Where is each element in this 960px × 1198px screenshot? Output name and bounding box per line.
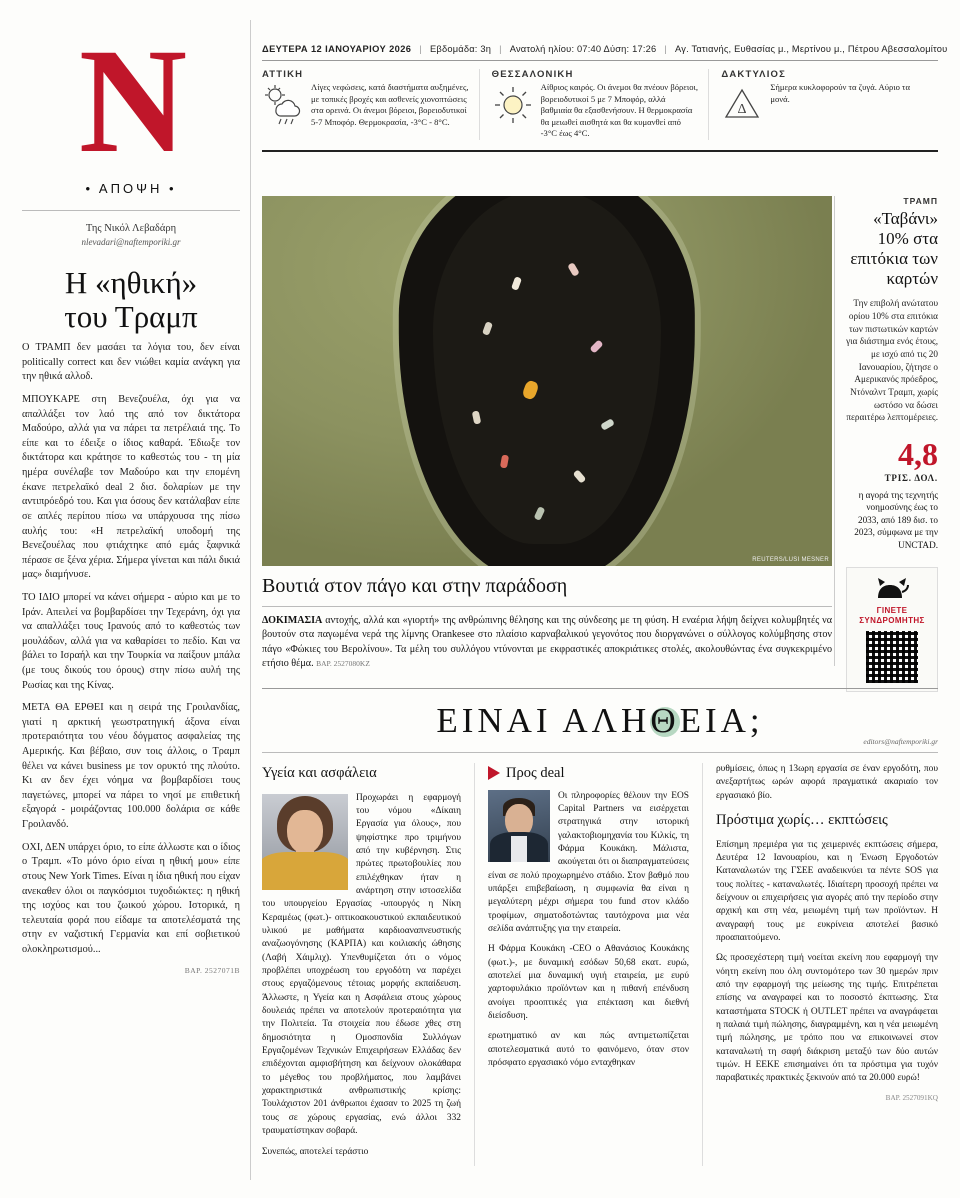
- opinion-paragraph: ΟΧΙ, ΔΕΝ υπάρχει όριο, το είπε άλλωστε και ο ίδιος ο Τραμπ. «Το μόνο όριο είναι η ηθική μου» είπε στους New York Times. Είναι η ίδια ηθική που είχαν ανεκαθεν όλοι οι παγκόσμιοι τυχοδιώκτες: η ηθική της ισχύος και του ζωικού χώρου. Ιστορικά, η τελευταία φορά που είδαμε τα αποτελέσματά της στην εν ναζιστική Γερμανία και επί σοβιετικού ολοκληρωτισμού...: [22, 841, 240, 955]
- sun-cloud-rain-icon: [262, 82, 304, 131]
- truth-col3-paragraph: Ως προσεχέστερη τιμή νοείται εκείνη που εφαρμογή την νόητη εκείνη που όλη συντομότερο των 30 ημερών πριν από την εφαρμογή της μείωσης της τιμής. Επιτρέπεται επίσης να αναγραφεί και το ποσοστό έκπτωσης. Στα καταστήματα STOCK ή OUTLET πρέπει να αναγράφεται η παλαιά τιμή πώλησης, διαγραμμένη, και η νέα μειωμένη τιμή πώλησης, με τρόπο που να επικοινωνεί στον καταναλωτή τη σαφή διάκριση μεταξύ των δύο αυτών τιμών. Η ΕΕΚΕ επισημαίνει ότι τα πρόστιμα για τυχόν παραβατικές πρακτικές ξεκινούν από τα 20.000 ευρώ!: [716, 953, 938, 1084]
- weather-row: [262, 69, 938, 140]
- right-rail: [846, 196, 938, 692]
- author-byline: [22, 221, 240, 250]
- weather-description: Λίγες νεφώσεις, κατά διαστήματα αυξημένες, με τοπικές βροχές και ασθενείς χιονοπτώσεις στα ορεινά. Οι άνεμοι βόρειοι, βορειοδυτικοί 5-7 Μποφόρ. Θερμοκρασία, -3°C - 8°C.: [311, 82, 469, 127]
- weather-description: Αίθριος καιρός. Οι άνεμοι θα πνέουν βόρειοι, βορειοδυτικοί 5 με 7 Μποφόρ, αλλά βαθμιαία θα εξασθενήσουν. Η θερμοκρασία θα μειωθεί αισθητά και θα κυμανθεί από -3°C έως 4°C.: [540, 82, 698, 139]
- rail-number-unit: ΤΡΙΣ. ΔΟΛ.: [884, 473, 938, 484]
- opinion-paragraph: Ο ΤΡΑΜΠ δεν μασάει τα λόγια του, δεν είναι politically correct και δεν νιώθει καμία ανάγκη για την ηθικά αλλοδ.: [22, 342, 240, 383]
- truth-col1-paragraph: Προχωράει η εφαρμογή του νόμου «Δίκαιη Εργασία για όλους», που ψηφίστηκε προ τριμήνου από την κυβέρνηση. Στις πρώτες πρωτοβουλίες που επιλέχθηκαν ήταν η ανάρτηση στην ιστοσελίδα του υπουργείου Εργασίας -υπουργός η Νίκη Κεραμέως (φωτ.)- οπτικοακουστικού εκπαιδευτικού υλικού με μαθήματα καρδιοαναπνευστικής αναζωογόνησης (ΚΑΡΠΑ) και κοιλιακής ώθησης (Λαβή Χάιμλιχ). Υπενθυμίζεται ότι ο νόμος προβλέπει υποχρέωση του εργοδότη να παρέχει στους εργαζόμενους τέτοιας μορφής εκπαίδευση. Άλλωστε, η Υγεία και η Ασφάλεια στους χώρους δουλειάς πρέπει να αποτελούν προτεραιότητα για την Πολιτεία. Τα στοιχεία που έδωσε χθες στη δημοσιότητα η Ομοσπονδία Συλλόγων Εργαζομένων Τεχνικών Επιχειρήσεων Ελλάδας δεν επιδέχονται αμφισβήτηση και δείχνουν ολοκάθαρα το μέγεθος του προβλήματος, που λαμβάνει χαρακτηριστικά ανθρωπιστικής κρίσης: Τουλάχιστον 201 άνθρωποι έχασαν το 2025 τη ζωή τους σε χώρους εργασίας, ενώ άλλοι 332 τραυματίστηκαν σοβαρά.: [262, 792, 461, 1137]
- truth-section: [262, 688, 938, 1166]
- weather-region-label: ΔΑΚΤΥΛΙΟΣ: [721, 69, 787, 80]
- column-divider: [834, 196, 835, 666]
- truth-col2-paragraph: Η Φάρμα Κουκάκη -CEO ο Αθανάσιος Κουκάκης (φωτ.)-, με δυναμική εσόδων 50,68 εκατ. ευρώ, αποτελεί μια δυναμική υγιή εταιρεία, με ευρύ χαρτοφυλάκιο προϊόντων και η πιθανή επένδυση ανοίγει προοπτικές για επέκταση και διεθνή διείσδυση.: [488, 944, 689, 1022]
- opinion-column: [22, 20, 240, 1180]
- photo-article-lead: ΔΟΚΙΜΑΣΙΑ: [262, 615, 323, 626]
- weather-cell-attiki: [262, 69, 479, 140]
- svg-text:Δ: Δ: [737, 102, 747, 117]
- triangle-bullet-icon: [488, 766, 500, 780]
- truth-col3-paragraph: ρυθμίσεις, όπως η 13ωρη εργασία σε έναν εργοδότη, που ανεξαρτήτως ωρών αφορά πραγματικά ακαριαίο τον εργασιακό βίο.: [716, 764, 938, 801]
- divider: [262, 606, 832, 607]
- truth-col2-paragraph: Οι πληροφορίες θέλουν την EOS Capital Partners να εισέρχεται στρατηγικά στην ιστορική γαλακτοβιομηχανία του Κιλκίς, τη Φάρμα Κουκάκη. Μάλιστα, ακούγεται ότι οι διαπραγματεύσεις είναι σε πολύ προχωρημένο στάδιο. Στον βαθμό που υπάρξει επιβεβαίωση, η συμφωνία θα είναι η μεγαλύτερη μέχρι σήμερα του fund στον κλάδο τροφίμων, σηματοδοτώντας ταυτόχρονα μια νέα σελίδα ανάπτυξης για την εταιρεία.: [488, 790, 689, 935]
- subscribe-label: ΓΙΝΕΤΕ ΣΥΝΔΡΟΜΗΤΗΣ: [859, 606, 925, 626]
- portrait-koukakis: [488, 790, 550, 862]
- lead-photo: [262, 196, 832, 566]
- photo-credit: REUTERS/LUSI MESNER: [752, 557, 829, 563]
- sun-icon: [492, 82, 534, 140]
- divider: [262, 752, 938, 753]
- opinion-paragraph: ΜΠΟΥΚΑΡΕ στη Βενεζουέλα, όχι για να απαλλάξει τον λαό της από τον δικτάτορα Μαδούρο, αλλά για να πάρει τα πετρέλαιά της. Το είπε και το έδειξε ο ίδιος καθαρά. Έδιωξε τον δικτάτορα και κράτησε το καθεστώς του - τη μία ημέρα συνέλαβε τον Μαδούρο και την επομένη έκανε πετρελαϊκό deal 2 δισ. δολαρίων με την αντιπρόεδρό του. Και για όσους δεν κατάλαβαν είπε σε απλές περίπου πίσω να υπάρχουσα της πίσω αυλής του: «Η πετρελαϊκή υποδομή της Βενεζουέλας που φτιάχτηκε από εμάς ξαφνικά πέρασε σε ξένα χέρια. Σήμερα γίνεται και πάλι δικιά μας» διαμήνυσε.: [22, 394, 240, 581]
- truth-column-2: [474, 763, 702, 1166]
- lead-photo-block: [262, 196, 832, 671]
- qr-code[interactable]: [866, 631, 918, 683]
- divider: [22, 210, 240, 211]
- truth-col2-heading-row: [488, 763, 689, 784]
- masthead-logo: N: [78, 18, 184, 184]
- author-email[interactable]: nlevadari@naftemporiki.gr: [81, 237, 181, 248]
- truth-section-email[interactable]: editors@naftemporiki.gr: [863, 737, 938, 746]
- ring-icon: [721, 82, 763, 131]
- section-label: • ΑΠΟΨΗ •: [85, 180, 177, 196]
- truth-title-text: ΕΙΝΑΙ ΑΛΗ ΘΕΙΑ;: [436, 701, 764, 740]
- weather-region-label: ΑΤΤΙΚΗ: [262, 69, 304, 80]
- photo-article-text: αντοχής, αλλά και «γιορτή» της ανθρώπινης θέλησης και της σύνδεσης με τη φύση. Η εναέρια λήψη δείχνει κολυμβητές να βουτούν στα παγωμένα νερά της λίμνης Orankesee στο πλαίσιο καρναβαλικού γεγονότος που διοργανώνει ο σύλλογος κολύμβησης στον πάγο «Φώκιες του Βερολίνου». Τα μέλη του συλλόγου ντύνονται με εκφραστικές αποκριάτικες στολές, ακολουθώντας ένα συγκεκριμένο ετήσιο θέμα.: [262, 615, 832, 669]
- portrait-keramews: [262, 794, 348, 890]
- dateline-week: Εβδομάδα: 3η: [430, 44, 492, 54]
- column-divider: [250, 20, 251, 1180]
- cat-icon: [851, 574, 933, 604]
- article-signature: ΒΑΡ. 2527071Β: [184, 965, 240, 975]
- photo-article-body: [262, 614, 832, 671]
- dateline-date: ΔΕΥΤΕΡΑ 12 ΙΑΝΟΥΑΡΙΟΥ 2026: [262, 44, 412, 54]
- opinion-title: [22, 266, 240, 335]
- truth-col2-paragraph: ερωτηματικό αν και πώς αντιμετωπίζεται αποτελεσματικά αυτό το φαινόμενο, όταν στον πρόσφατο εργασιακό νόμο ενταχθηκαν: [488, 1031, 689, 1069]
- weather-region-label: ΘΕΣΣΑΛΟΝΙΚΗ: [491, 69, 574, 80]
- divider: [262, 688, 938, 689]
- truth-col2-heading: Προς deal: [506, 765, 565, 781]
- rail-body: Την επιβολή ανώτατου ορίου 10% στα επιτόκια των πιστωτικών καρτών για διάστημα ενός έτους, με ισχύ από τις 20 Ιανουαρίου, ζήτησε ο Αμερικανός πρόεδρος, Ντόναλντ Τραμπ, χωρίς ωστόσο να δώσει περαιτέρω λεπτομέρειες.: [846, 298, 938, 423]
- rail-number-subtext: η αγορά της τεχνητής νοημοσύνης έως το 2033, από 189 δισ. το 2023, σύμφωνα με την UNCTAD.: [854, 490, 938, 550]
- divider: [262, 60, 938, 61]
- truth-section-title: [262, 699, 938, 743]
- rail-headline: «Ταβάνι» 10% στα επιτόκια των καρτών: [850, 209, 938, 289]
- dateline-saints: Αγ. Τατιανής, Ευθασίας μ., Μερτίνου μ., Πέτρου Αβεσσαλομίτου: [675, 44, 948, 54]
- topbar: [262, 44, 948, 152]
- truth-columns: [262, 763, 938, 1166]
- opinion-paragraph: ΜΕΤΑ ΘΑ ΕΡΘΕΙ και η σειρά της Γροιλανδίας, γιατί η αρκτική γεωστρατηγική άξονα είναι προτεραιότητα του νέου δόγματος ασφαλείας της Αμερικής. Και βέβαιο, συν τοις άλλοις, ο Τραμπ θέλει να κάνει business με τον ορυκτό της πλούτο. Κι αν δεν έχει νόημα να βομβαρδίσει τους παγετώνες, μπορεί να πάρει το νησί με επιθετική εξαγορά - μοιράζοντας 100.000 δολάρια σε κάθε Γροιλανδό.: [22, 702, 240, 831]
- truth-column-1: [262, 763, 474, 1166]
- opinion-paragraph: ΤΟ ΙΔΙΟ μπορεί να κάνει σήμερα - αύριο και με το Ιράν. Απειλεί να βομβαρδίσει την Τεχεράνη, όχι για να απαλλάξει τους Ιρανούς από το καθεστώς των μουλάδων, αλλά για να καθαρίσει το πεδίο. Και να βάλει το Ισραήλ και την Τουρκία να παίξουν μπάλα (με τους δικούς του όρους) στην πίσω αυλή της Ρωσίας και της Κίνας.: [22, 591, 240, 691]
- truth-col1-heading: Υγεία και ασφάλεια: [262, 765, 377, 781]
- opinion-body: [22, 341, 240, 976]
- truth-col3-heading: Πρόστιμα χωρίς… εκπτώσεις: [716, 812, 888, 829]
- weather-cell-daktylios: [708, 69, 938, 140]
- subscribe-box[interactable]: [846, 567, 938, 692]
- opinion-title-line2: του Τραμπ: [64, 299, 198, 335]
- rail-big-number: 4,8: [898, 436, 938, 473]
- dateline: ΔΕΥΤΕΡΑ 12 ΙΑΝΟΥΑΡΙΟΥ 2026 | Εβδομάδα: 3η | Ανατολή ηλίου: 07:40 Δύση: 17:26 | Αγ. Τατιανής, Ευθασίας μ., Μερτίνου μ., Πέτρου Αβεσσαλομίτου: [262, 44, 948, 54]
- opinion-title-line1: Η «ηθική»: [64, 264, 198, 300]
- article-signature: ΒΑΡ. 2527091ΚQ: [885, 1093, 938, 1102]
- rail-kicker: ΤΡΑΜΠ: [903, 196, 938, 206]
- truth-col3-paragraph: Επίσημη πρεμιέρα για τις χειμερινές εκπτώσεις σήμερα, Δευτέρα 12 Ιανουαρίου, και η Ένωση Εργοδοτών Καταναλωτών της ΓΣΕΕ αναδεικνύει τα πέντε SOS για τους πολίτες - καταναλωτές. Ιδιαίτερη προσοχή πρέπει να δείχνουν οι επιχειρήσεις για αγορές από την περίοδο στην αρχική και στη νέα, μειωμένη τιμή των προϊόντων. Η αναγραφή τους με ευκρίνεια αποτελεί βασικό προαπαιτούμενο.: [716, 839, 938, 944]
- dateline-sun: Ανατολή ηλίου: 07:40 Δύση: 17:26: [509, 44, 657, 54]
- photo-caption: Βουτιά στον πάγο και στην παράδοση: [262, 575, 568, 597]
- author-name: Της Νικόλ Λεβαδάρη: [85, 222, 177, 234]
- article-signature: ΒΑΡ. 2527080ΚΖ: [316, 658, 370, 668]
- weather-cell-thessaloniki: [479, 69, 709, 140]
- weather-description: Σήμερα κυκλοφορούν τα ζυγά. Αύριο τα μονά.: [770, 82, 911, 104]
- divider: [262, 150, 938, 152]
- truth-col1-paragraph: Συνεπώς, αποτελεί τεράστιο: [262, 1146, 369, 1157]
- truth-column-3: [702, 763, 938, 1166]
